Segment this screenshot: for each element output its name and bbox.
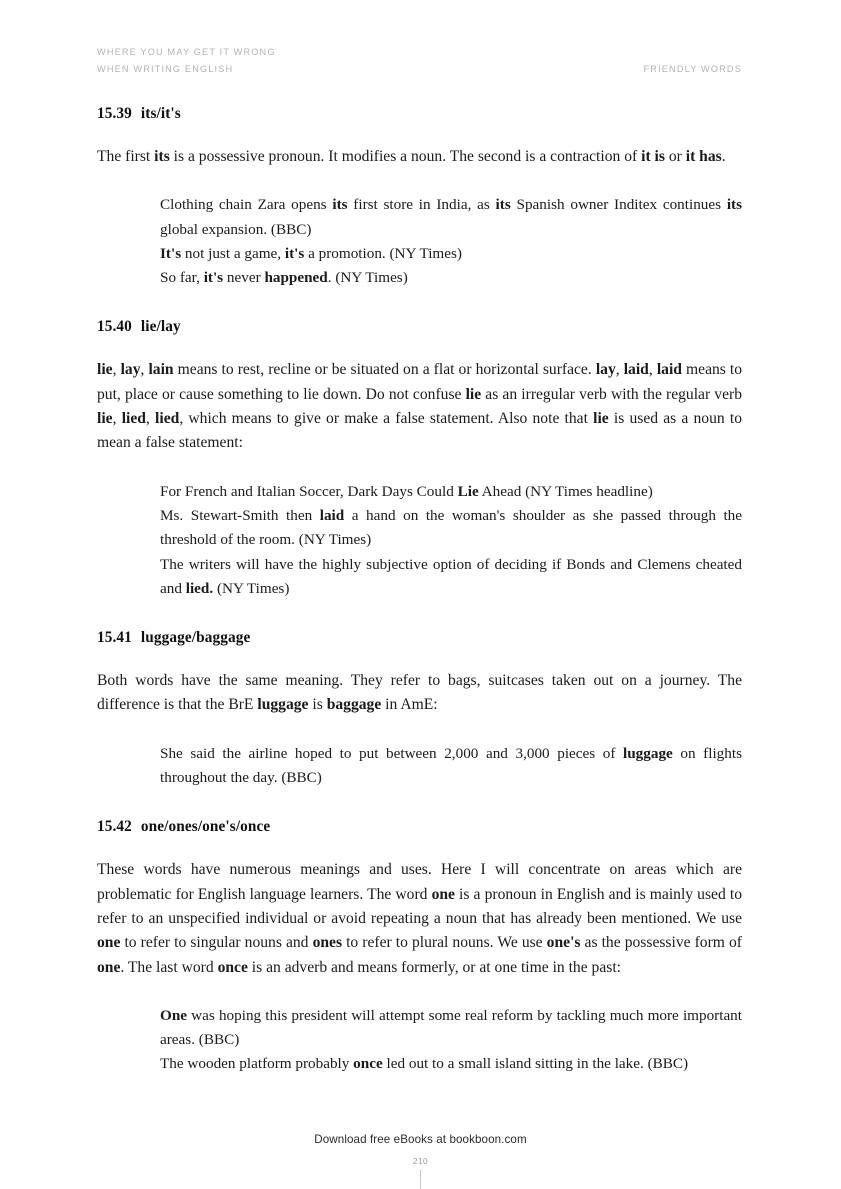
- spacer: [97, 456, 742, 480]
- spacer: [97, 290, 742, 317]
- running-head-left-line2: WHEN WRITING ENGLISH: [97, 63, 234, 74]
- footer-promo-text[interactable]: Download free eBooks at bookboon.com: [314, 1133, 527, 1146]
- section-paragraph-15-39: The first its is a possessive pronoun. It modifies a noun. The second is a contraction of it is or it has.: [97, 148, 726, 165]
- section-title: lie/lay: [140, 318, 181, 336]
- spacer: [97, 790, 742, 817]
- spacer: [97, 169, 742, 193]
- quote-line: The writers will have the highly subjective option of deciding if Bonds and Clemens cheated and lied. (NY Times): [160, 555, 742, 597]
- spacer: [97, 980, 742, 1004]
- folio-rule: [420, 1170, 421, 1189]
- section-number: 15.40: [97, 318, 132, 336]
- quote-line: Clothing chain Zara opens its first store in India, as its Spanish owner Inditex continues its global expansion. (BBC): [160, 196, 742, 238]
- page-number: 210: [412, 1156, 429, 1166]
- quote-line: She said the airline hoped to put between 2,000 and 3,000 pieces of luggage on flights throughout the day. (BBC): [160, 744, 742, 787]
- quote-line: So far, it's never happened. (NY Times): [160, 269, 408, 287]
- spacer: [97, 601, 742, 628]
- running-head-right: FRIENDLY WORDS: [643, 63, 742, 74]
- section-paragraph-15-42: These words have numerous meanings and uses. Here I will concentrate on areas which are problematic for English language learners. The word one is a pronoun in English and is mainly used to refer to an unspecified individual or avoid repeating a noun that has already been mentioned. We use one to refer to singular nouns and ones to refer to plural nouns. We use one's as the possessive form of one. The last word once is an adverb and means formerly, or at one time in the past:: [97, 861, 742, 976]
- quote-line: It's not just a game, it's a promotion. (NY Times): [160, 244, 462, 262]
- section-number: 15.39: [97, 105, 132, 122]
- section-heading-15-39: [97, 104, 742, 124]
- section-quotes-15-41: [97, 742, 742, 791]
- spacer: [97, 124, 742, 145]
- running-head-left-line1: WHERE YOU MAY GET IT WRONG: [97, 47, 276, 57]
- running-head-left: [97, 44, 276, 77]
- section-title: one/ones/one's/once: [140, 818, 271, 836]
- footer: [0, 1130, 841, 1148]
- section-heading-15-40: [97, 317, 742, 337]
- quote-line: Ms. Stewart-Smith then laid a hand on the woman's shoulder as she passed through the threshold of the room. (NY Times): [160, 506, 742, 549]
- section-number: 15.42: [97, 818, 132, 836]
- section-heading-15-41: [97, 628, 742, 648]
- spacer: [97, 337, 742, 358]
- section-paragraph-15-41: Both words have the same meaning. They refer to bags, suitcases taken out on a journey. The difference is that the BrE luggage is baggage in AmE:: [97, 672, 742, 714]
- section-heading-15-42: [97, 817, 742, 837]
- section-quotes-15-42: [97, 1004, 742, 1077]
- quote-line: The wooden platform probably once led out to a small island sitting in the lake. (BBC): [160, 1055, 689, 1073]
- quote-line: One was hoping this president will attempt some real reform by tackling much more important areas. (BBC): [160, 1006, 742, 1049]
- section-quotes-15-39: [97, 193, 742, 290]
- section-quotes-15-40: [97, 480, 742, 601]
- section-title: its/it's: [140, 105, 181, 122]
- text-column: [97, 104, 742, 1077]
- section-paragraph-15-40: lie, lay, lain means to rest, recline or be situated on a flat or horizontal surface. lay, laid, laid means to put, place or cause something to lie down. Do not confuse lie as an irregular verb with the regular verb lie, lied, lied, which means to give or make a false statement. Also note that lie is used as a noun to mean a false statement:: [97, 361, 743, 452]
- spacer: [97, 718, 742, 742]
- quote-line: For French and Italian Soccer, Dark Days Could Lie Ahead (NY Times headline): [160, 482, 653, 500]
- section-title: luggage/baggage: [140, 629, 251, 647]
- running-head: [97, 44, 742, 78]
- spacer: [97, 837, 742, 858]
- spacer: [97, 648, 742, 669]
- section-number: 15.41: [97, 629, 132, 647]
